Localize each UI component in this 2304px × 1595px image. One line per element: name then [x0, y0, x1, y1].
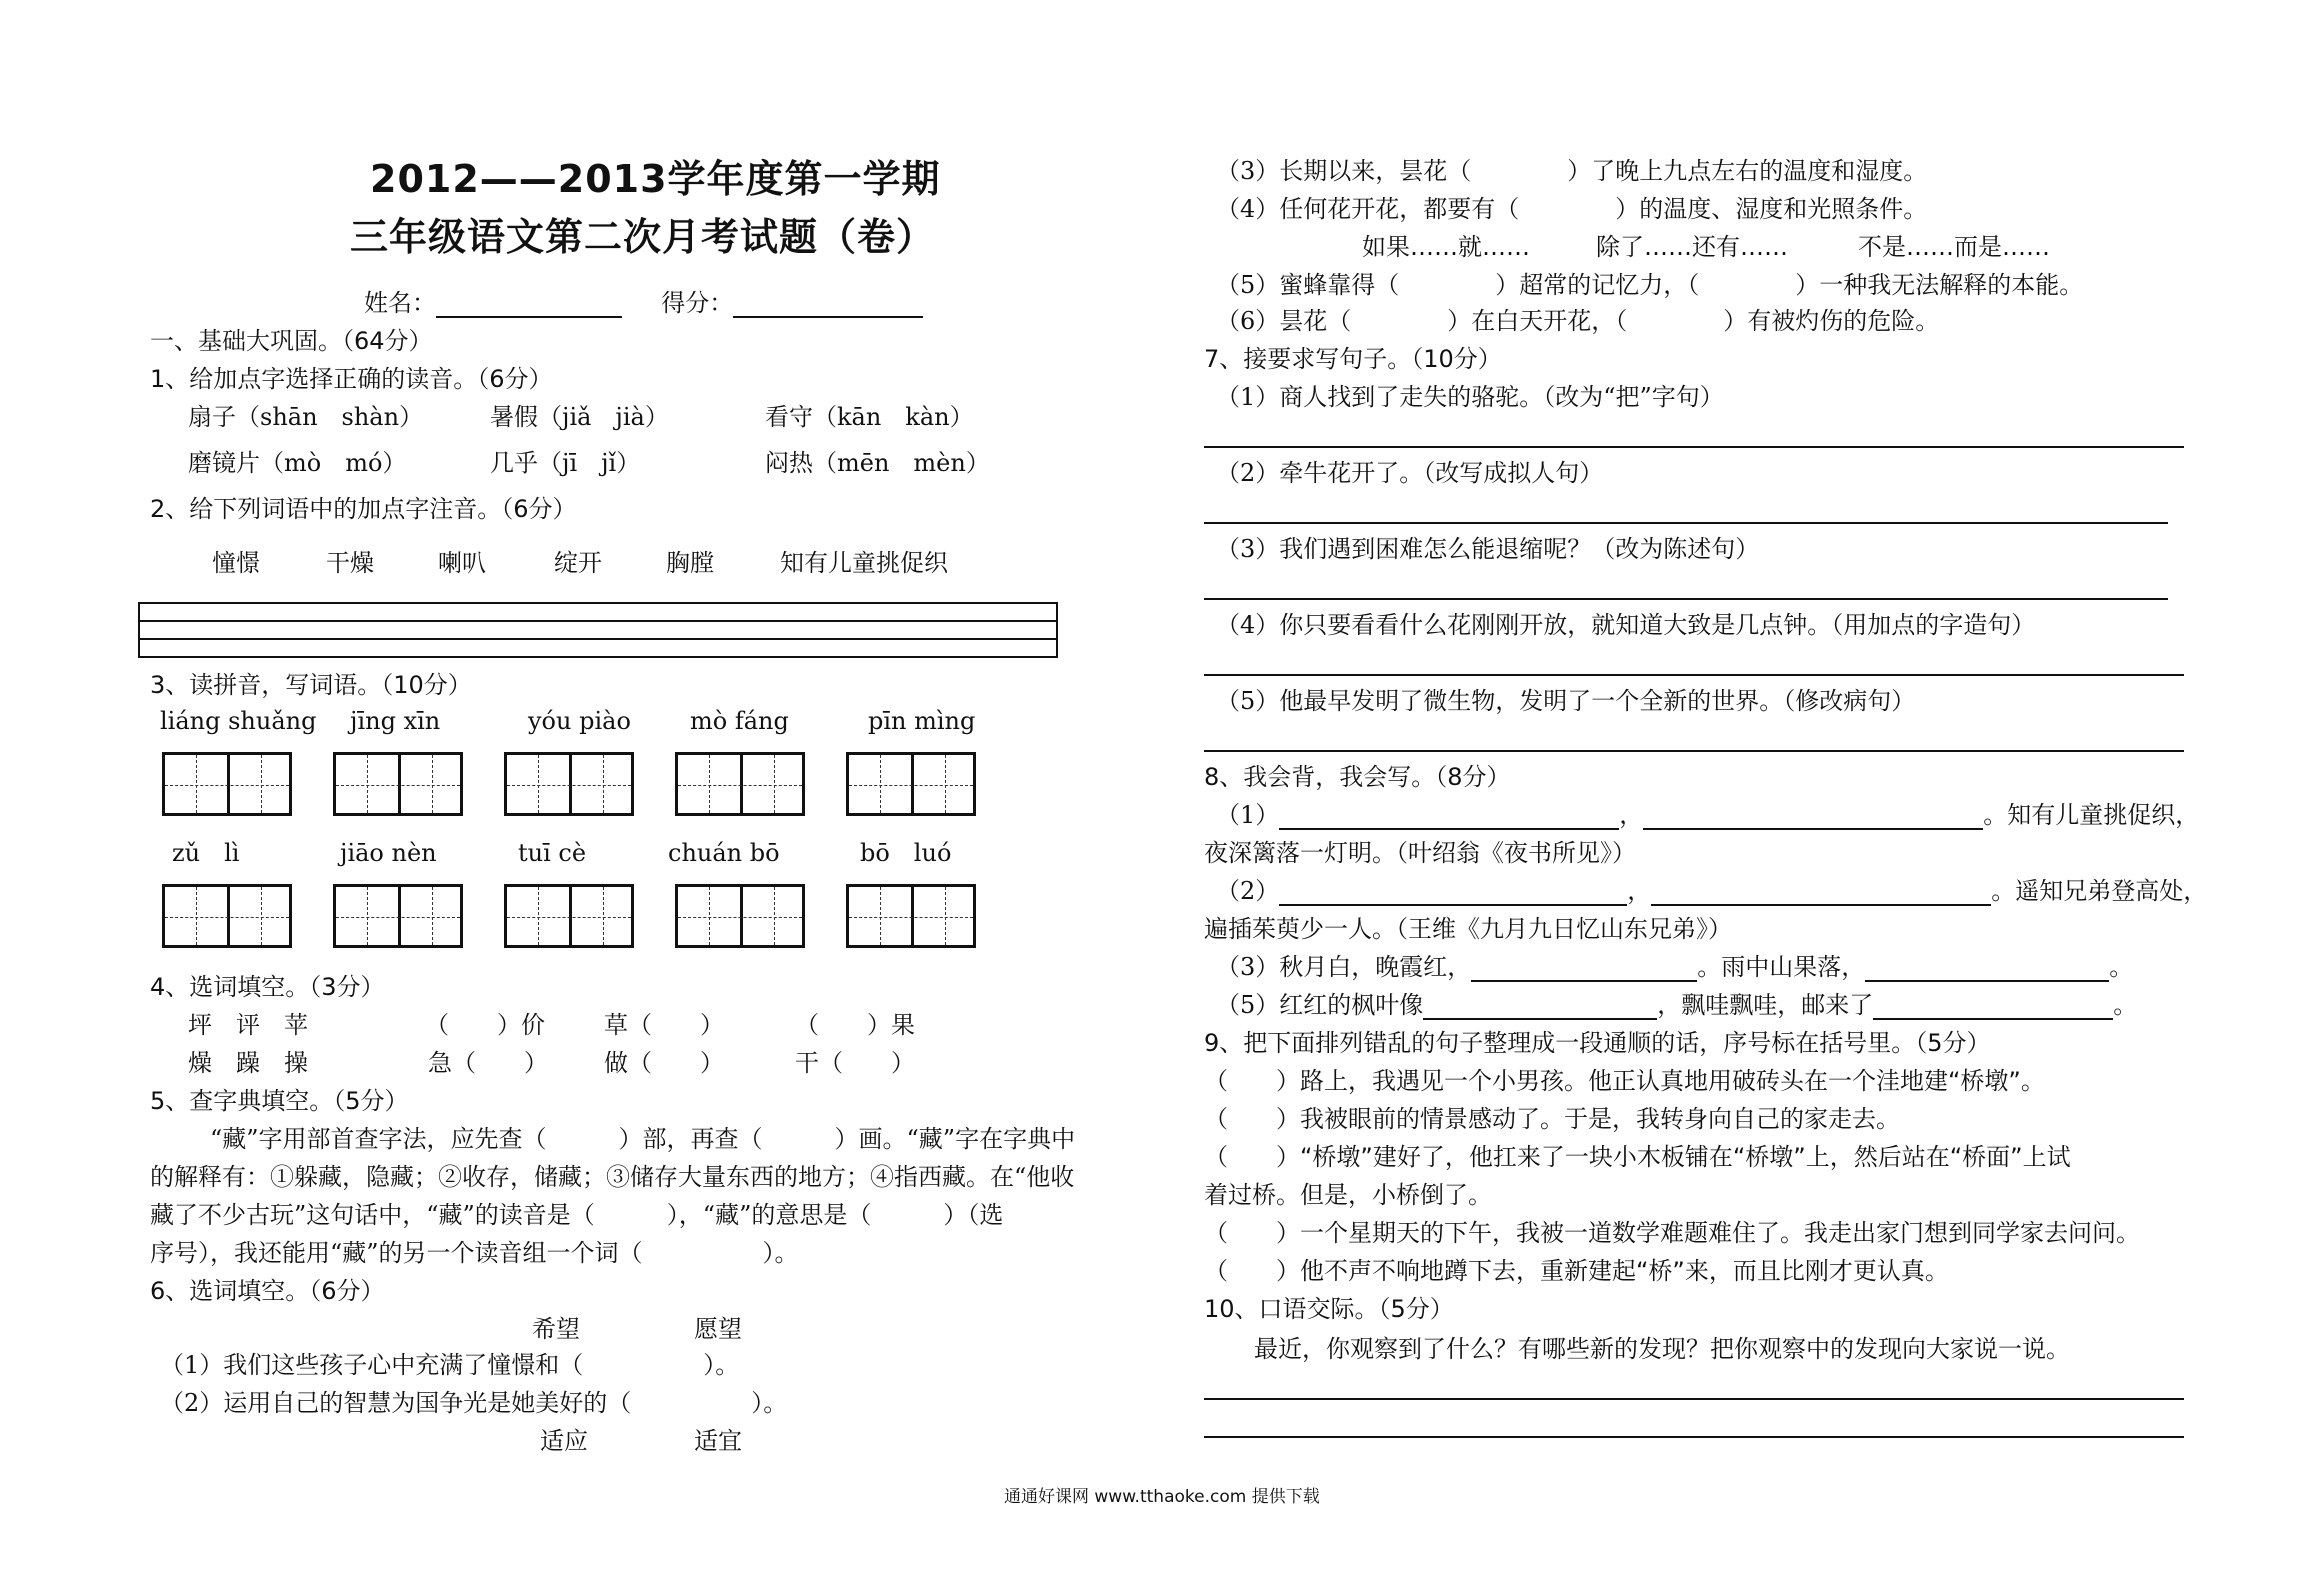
question-8-heading: 8、我会背，我会写。（8分）	[1204, 763, 1511, 791]
question-3-heading: 3、读拼音，写词语。（10分）	[150, 671, 472, 699]
q2-word-5: 胸膛	[666, 549, 714, 577]
q8-blank-1[interactable]	[1279, 802, 1619, 830]
q3-pinyin-4: mò fáng	[690, 707, 789, 735]
q6-word-4: 适宜	[694, 1427, 742, 1455]
q2-word-1: 憧憬	[212, 549, 260, 577]
q9-item-1: （ ）路上，我遇见一个小男孩。他正认真地用破砖头在一个洼地建“桥墩”。	[1204, 1067, 2045, 1095]
q3-pinyin-1: liáng shuǎng	[160, 707, 317, 735]
q6-word-2: 愿望	[694, 1315, 742, 1343]
q3-grid-7[interactable]	[333, 884, 463, 948]
name-blank[interactable]	[436, 290, 622, 318]
q2-word-3: 喇叭	[438, 549, 486, 577]
q2-word-6: 知有儿童挑促织	[780, 549, 948, 577]
q5-line-4: 序号），我还能用“藏”的另一个读音组一个词（ ）。	[150, 1239, 799, 1267]
q3-grid-4[interactable]	[675, 752, 805, 816]
q5-line-2: 的解释有：①躲藏，隐藏；②收存，储藏；③储存大量东西的地方；④指西藏。在“他收	[150, 1163, 1075, 1191]
conjunction-option-1: 如果……就……	[1362, 233, 1530, 261]
q8-4-mid: ，飘哇飘哇，邮来了	[1657, 991, 1874, 1019]
q1-item-2: 暑假（jiǎ jià）	[490, 403, 669, 431]
q10-prompt: 最近，你观察到了什么？有哪些新的发现？把你观察中的发现向大家说一说。	[1254, 1335, 2070, 1363]
q3-grid-1[interactable]	[162, 752, 292, 816]
fill-6: （6）昙花（ ）在白天开花，（ ）有被灼伤的危险。	[1216, 307, 1940, 335]
q7-answer-line-3[interactable]	[1204, 598, 2168, 600]
question-9-heading: 9、把下面排列错乱的句子整理成一段通顺的话，序号标在括号里。（5分）	[1204, 1029, 1991, 1057]
title-line-1: 2012——2013学年度第一学期	[370, 157, 941, 201]
conjunction-option-2: 除了……还有……	[1596, 233, 1788, 261]
q8-1-prefix: （1）	[1216, 801, 1280, 829]
question-7-heading: 7、接要求写句子。（10分）	[1204, 345, 1502, 373]
score-label: 得分：	[661, 289, 734, 317]
q7-item-3: （3）我们遇到困难怎么能退缩呢？（改为陈述句）	[1216, 535, 1760, 563]
q8-blank-6[interactable]	[1865, 954, 2109, 982]
q9-item-5: （ ）他不声不响地蹲下去，重新建起“桥”来，而且比刚才更认真。	[1204, 1257, 1949, 1285]
q8-blank-8[interactable]	[1873, 992, 2113, 1020]
q8-2-suffix: 。遥知兄弟登高处，	[1991, 877, 2208, 905]
q3-pinyin-9: chuán bō	[668, 839, 780, 867]
question-6-heading: 6、选词填空。（6分）	[150, 1277, 385, 1305]
name-field	[364, 288, 923, 318]
footer-credit: 通通好课网 www.tthaoke.com 提供下载	[1004, 1487, 1320, 1507]
q8-line-2b: 遍插茱萸少一人。（王维《九月九日忆山东兄弟》）	[1204, 915, 1732, 943]
fill-5: （5）蜜蜂靠得（ ）超常的记忆力，（ ）一种我无法解释的本能。	[1216, 271, 2084, 299]
q8-3-prefix: （3）秋月白，晚霞红，	[1216, 953, 1472, 981]
q6-word-1: 希望	[532, 1315, 580, 1343]
q3-grid-5[interactable]	[846, 752, 976, 816]
name-label: 姓名：	[364, 289, 436, 317]
q2-answer-lines[interactable]	[138, 602, 1058, 658]
q1-item-6: 闷热（mēn mèn）	[765, 449, 990, 477]
q4-blank-3: （ ）果	[795, 1011, 915, 1039]
question-1-heading: 1、给加点字选择正确的读音。（6分）	[150, 365, 553, 393]
q8-line-2: （2） ， 。遥知兄弟登高处，	[1216, 877, 2208, 905]
q8-blank-7[interactable]	[1423, 992, 1657, 1020]
q6-sentence-1: （1）我们这些孩子心中充满了憧憬和（ ）。	[160, 1351, 740, 1379]
q3-pinyin-10: bō luó	[860, 839, 952, 867]
q8-blank-3[interactable]	[1279, 878, 1627, 906]
q4-blank-5: 做（ ）	[604, 1049, 724, 1077]
q1-item-5: 几乎（jī jǐ）	[490, 449, 641, 477]
q3-pinyin-8: tuī cè	[518, 839, 587, 867]
q9-item-2: （ ）我被眼前的情景感动了。于是，我转身向自己的家走去。	[1204, 1105, 1900, 1133]
q3-pinyin-5: pīn mìng	[868, 707, 976, 735]
q3-pinyin-2: jīng xīn	[350, 707, 441, 735]
conjunction-option-3: 不是……而是……	[1858, 233, 2050, 261]
q6-word-3: 适应	[540, 1427, 588, 1455]
q7-item-4: （4）你只要看看什么花刚刚开放，就知道大致是几点钟。（用加点的字造句）	[1216, 611, 2036, 639]
fill-3: （3）长期以来，昙花（ ）了晚上九点左右的温度和湿度。	[1216, 157, 1928, 185]
q7-item-2: （2）牵牛花开了。（改写成拟人句）	[1216, 459, 1604, 487]
q7-answer-line-1[interactable]	[1204, 446, 2184, 448]
q3-grid-6[interactable]	[162, 884, 292, 948]
q3-grid-9[interactable]	[675, 884, 805, 948]
question-2-heading: 2、给下列词语中的加点字注音。（6分）	[150, 495, 577, 523]
q7-answer-line-5[interactable]	[1204, 750, 2184, 752]
q8-line-1: （1） ， 。知有儿童挑促织，	[1216, 801, 2200, 829]
q8-blank-4[interactable]	[1651, 878, 1991, 906]
q3-pinyin-3: yóu piào	[528, 707, 631, 735]
q7-item-5: （5）他最早发明了微生物，发明了一个全新的世界。（修改病句）	[1216, 687, 1916, 715]
q3-grid-3[interactable]	[504, 752, 634, 816]
question-5-heading: 5、查字典填空。（5分）	[150, 1087, 409, 1115]
question-4-heading: 4、选词填空。（3分）	[150, 973, 385, 1001]
q4-blank-4: 急（ ）	[428, 1049, 548, 1077]
q2-word-2: 干燥	[326, 549, 374, 577]
q9-item-3b: 着过桥。但是，小桥倒了。	[1204, 1181, 1492, 1209]
q5-line-3: 藏了不少古玩”这句话中，“藏”的读音是（ ），“藏”的意思是（ ）（选	[150, 1201, 1004, 1229]
q5-line-1: “藏”字用部首查字法，应先查（ ）部，再查（ ）画。“藏”字在字典中	[210, 1125, 1076, 1153]
q8-line-3: （3）秋月白，晚霞红， 。雨中山果落， 。	[1216, 953, 2134, 981]
q7-item-1: （1）商人找到了走失的骆驼。（改为“把”字句）	[1216, 383, 1724, 411]
q7-answer-line-4[interactable]	[1204, 674, 2184, 676]
q1-item-3: 看守（kān kàn）	[765, 403, 974, 431]
q9-item-3: （ ）“桥墩”建好了，他扛来了一块小木板铺在“桥墩”上，然后站在“桥面”上试	[1204, 1143, 2071, 1171]
q3-pinyin-7: jiāo nèn	[340, 839, 437, 867]
q1-item-4: 磨镜片（mò mó）	[188, 449, 407, 477]
q3-grid-8[interactable]	[504, 884, 634, 948]
q8-2-prefix: （2）	[1216, 877, 1280, 905]
q3-pinyin-6: zǔ lì	[172, 839, 240, 867]
q4-chars-2: 燥 躁 操	[188, 1049, 308, 1077]
q3-grid-10[interactable]	[846, 884, 976, 948]
q9-item-4: （ ）一个星期天的下午，我被一道数学难题难住了。我走出家门想到同学家去问问。	[1204, 1219, 2140, 1247]
q8-blank-2[interactable]	[1643, 802, 1983, 830]
q8-4-prefix: （5）红红的枫叶像	[1216, 991, 1424, 1019]
q10-answer-line-2[interactable]	[1204, 1436, 2184, 1438]
fill-4: （4）任何花开花，都要有（ ）的温度、湿度和光照条件。	[1216, 195, 1928, 223]
score-blank[interactable]	[733, 290, 923, 318]
question-10-heading: 10、口语交际。（5分）	[1204, 1295, 1454, 1323]
q1-item-1: 扇子（shān shàn）	[188, 403, 424, 431]
q10-answer-line-1[interactable]	[1204, 1398, 2184, 1400]
q8-line-1b: 夜深篱落一灯明。（叶绍翁《夜书所见》）	[1204, 839, 1636, 867]
q4-blank-1: （ ）价	[425, 1011, 545, 1039]
q8-3-mid: 。雨中山果落，	[1697, 953, 1866, 981]
q8-blank-5[interactable]	[1471, 954, 1697, 982]
q2-word-4: 绽开	[554, 549, 602, 577]
q4-blank-2: 草（ ）	[604, 1011, 724, 1039]
title-line-2: 三年级语文第二次月考试题（卷）	[350, 215, 936, 259]
q8-1-suffix: 。知有儿童挑促织，	[1983, 801, 2200, 829]
q6-sentence-2: （2）运用自己的智慧为国争光是她美好的（ ）。	[160, 1389, 788, 1417]
q7-answer-line-2[interactable]	[1204, 522, 2168, 524]
q8-line-4: （5）红红的枫叶像 ，飘哇飘哇，邮来了 。	[1216, 991, 2138, 1019]
q3-grid-2[interactable]	[333, 752, 463, 816]
q4-chars-1: 坪 评 苹	[188, 1011, 308, 1039]
q4-blank-6: 干（ ）	[795, 1049, 915, 1077]
section-1-heading: 一、基础大巩固。（64分）	[150, 327, 433, 355]
